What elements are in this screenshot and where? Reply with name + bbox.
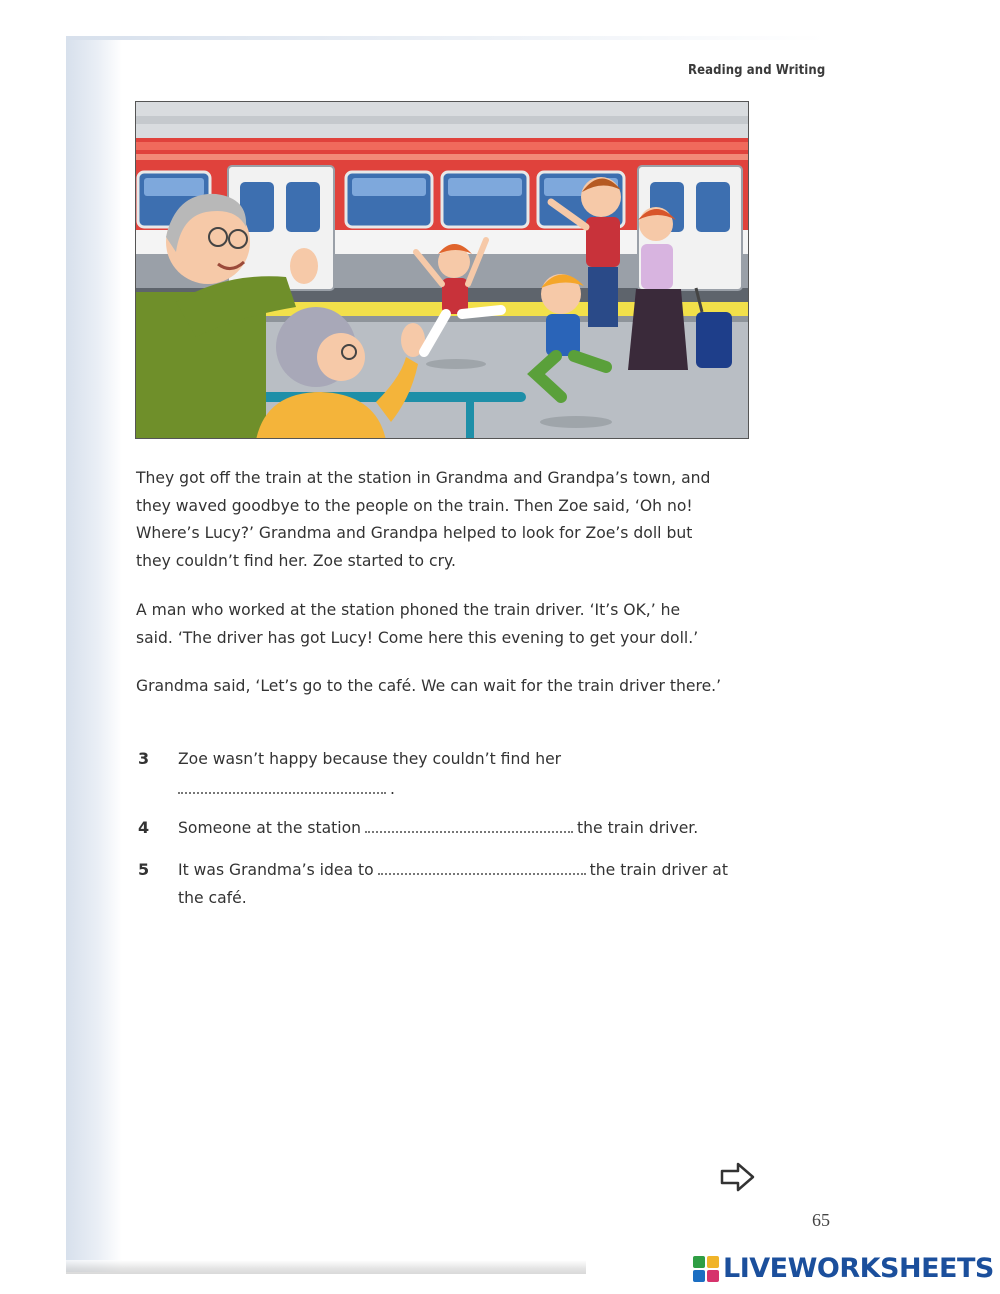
question-text: Someone at the station [178,819,362,837]
story-line: they couldn’t find her. Zoe started to cry. [136,551,456,570]
section-title: Reading and Writing [688,63,826,78]
question-number: 4 [138,818,150,837]
question-text-line2: the café. [178,889,247,907]
story-paragraph-1 [136,465,756,575]
next-page-arrow-icon[interactable] [720,1161,756,1193]
page-number: 65 [812,1210,830,1230]
answer-blank-5[interactable] [378,861,586,875]
question-3 [178,745,753,803]
question-text: It was Grandma’s idea to [178,861,374,879]
story-paragraph-3: Grandma said, ‘Let’s go to the café. We can wait for the train driver there.’ [136,677,722,695]
story-line: they waved goodbye to the people on the train. Then Zoe said, ‘Oh no! [136,496,693,515]
answer-blank-4[interactable] [365,819,573,833]
question-text-after: the train driver. [577,819,699,837]
question-text: Zoe wasn’t happy because they couldn’t find her [178,750,562,768]
train-station-illustration [135,101,749,439]
scan-shadow-bottom [66,1260,586,1274]
scan-shadow-left [66,36,122,1272]
liveworksheets-logo-icon [693,1256,719,1282]
story-line: Where’s Lucy?’ Grandma and Grandpa helped to look for Zoe’s doll but [136,524,693,542]
brand-name: LIVEWORKSHEETS [723,1253,994,1284]
question-number: 5 [138,860,150,879]
answer-blank-3[interactable] [178,780,386,794]
liveworksheets-logo[interactable] [693,1254,994,1284]
scan-shadow-top [66,36,826,40]
story-line: said. ‘The driver has got Lucy! Come here this evening to get your doll.’ [136,628,699,647]
story-line: A man who worked at the station phoned the train driver. ‘It’s OK,’ he [136,601,681,619]
question-5 [178,856,753,912]
question-4 [178,814,753,842]
story-paragraph-2 [136,597,756,652]
question-end: . [390,780,395,798]
question-text-after: the train driver at [589,861,728,879]
question-number: 3 [138,749,150,768]
story-line: They got off the train at the station in Grandma and Grandpa’s town, and [136,469,711,487]
